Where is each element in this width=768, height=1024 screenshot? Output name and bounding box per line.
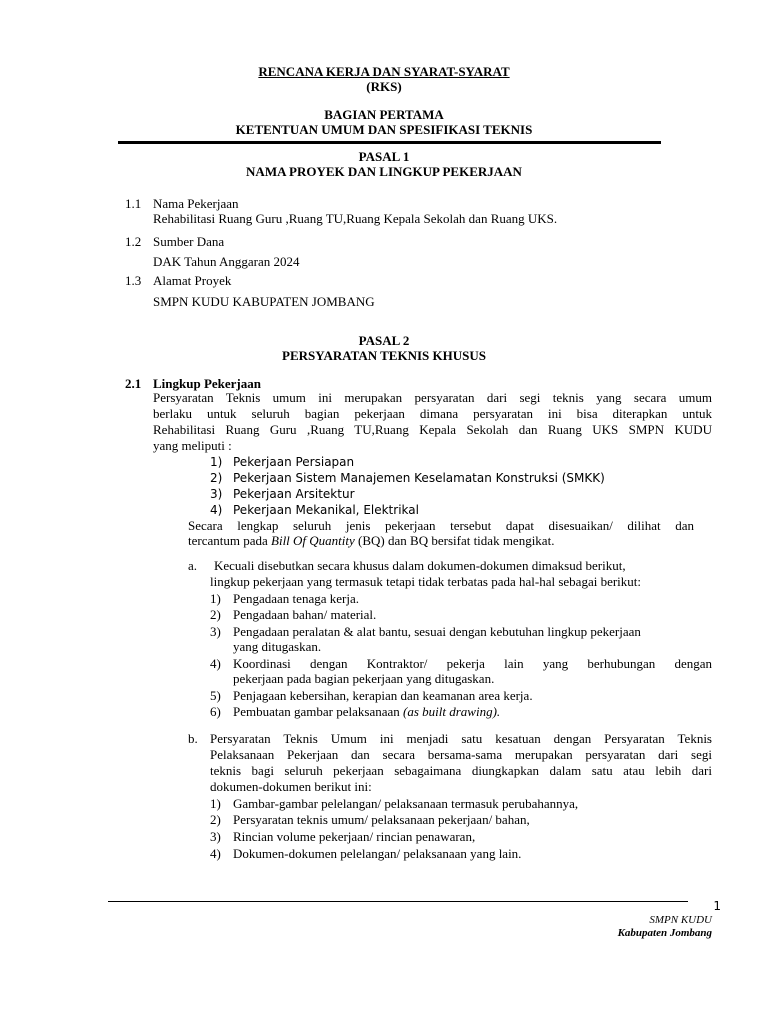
item-label: Nama Pekerjaan — [153, 196, 239, 211]
item-number: 1.3 — [125, 273, 142, 288]
item-label: Sumber Dana — [153, 234, 225, 249]
list-item: Pekerjaan Sistem Manajemen Keselamatan Konstruksi (SMKK) — [233, 471, 605, 485]
list-number: 1) — [210, 796, 221, 811]
list-number: 2) — [210, 471, 223, 485]
list-item: Persyaratan teknis umum/ pelaksanaan pekerjaan/ bahan, — [233, 812, 530, 827]
document-title: RENCANA KERJA DAN SYARAT-SYARAT — [258, 64, 510, 79]
footer-school: SMPN KUDU — [649, 914, 712, 926]
paragraph-line: Persyaratan Teknis Umum ini menjadi satu kesatuan dengan Persyaratan Teknis — [210, 731, 712, 746]
paragraph-line: berlaku untuk seluruh bagian pekerjaan dimana persyaratan ini bisa diterapkan untuk — [153, 406, 712, 421]
item-value: SMPN KUDU KABUPATEN JOMBANG — [153, 294, 375, 309]
list-item: Koordinasi dengan Kontraktor/ pekerja lain yang berhubungan dengan — [233, 656, 712, 671]
paragraph-line: dokumen-dokumen berikut ini: — [210, 779, 372, 794]
section-subtitle: KETENTUAN UMUM DAN SPESIFIKASI TEKNIS — [235, 122, 533, 137]
list-number: 3) — [210, 624, 221, 639]
list-item: Dokumen-dokumen pelelangan/ pelaksanaan yang lain. — [233, 846, 522, 861]
list-item: Pekerjaan Mekanikal, Elektrikal — [233, 503, 419, 517]
paragraph-line: Kecuali disebutkan secara khusus dalam dokumen-dokumen dimaksud berikut, — [214, 558, 626, 573]
list-item: Penjagaan kebersihan, kerapian dan keamanan area kerja. — [233, 688, 533, 703]
document-subtitle: (RKS) — [366, 79, 402, 94]
footer-divider — [108, 901, 688, 902]
paragraph-line: Persyaratan Teknis umum ini merupakan persyaratan dari segi teknis yang secara umum — [153, 390, 712, 405]
header-divider — [118, 141, 661, 144]
list-item: Pengadaan peralatan & alat bantu, sesuai dengan kebutuhan lingkup pekerjaan — [233, 624, 641, 639]
paragraph-line: Secara lengkap seluruh jenis pekerjaan tersebut dapat disesuaikan/ dilihat dan — [188, 518, 694, 533]
pasal2-number: PASAL 2 — [358, 333, 410, 348]
list-letter: a. — [188, 558, 198, 573]
pasal1-number: PASAL 1 — [358, 149, 410, 164]
list-number: 1) — [210, 455, 223, 469]
list-number: 1) — [210, 591, 221, 606]
pasal1-title: NAMA PROYEK DAN LINGKUP PEKERJAAN — [246, 164, 522, 179]
list-item: Pengadaan tenaga kerja. — [233, 591, 359, 606]
list-number: 4) — [210, 503, 223, 517]
list-item: Rincian volume pekerjaan/ rincian penawaran, — [233, 829, 476, 844]
list-letter: b. — [188, 731, 198, 746]
list-number: 2) — [210, 812, 221, 827]
list-number: 5) — [210, 688, 221, 703]
list-item: Pekerjaan Persiapan — [233, 455, 355, 469]
paragraph-line: tercantum pada Bill Of Quantity (BQ) dan BQ bersifat tidak mengikat. — [188, 533, 555, 548]
item-number: 1.2 — [125, 234, 142, 249]
list-item-continuation: yang ditugaskan. — [233, 639, 322, 654]
item-value: DAK Tahun Anggaran 2024 — [153, 254, 300, 269]
item-value: Rehabilitasi Ruang Guru ,Ruang TU,Ruang Kepala Sekolah dan Ruang UKS. — [153, 211, 558, 226]
subsection-number: 2.1 — [125, 376, 142, 391]
list-item: Pembuatan gambar pelaksanaan (as built drawing). — [233, 704, 501, 719]
list-number: 2) — [210, 607, 221, 622]
paragraph-line: teknis bagi seluruh pekerjaan sebagaimana diungkapkan dalam satu atau lebih dari — [210, 763, 712, 778]
list-number: 3) — [210, 829, 221, 844]
list-item: Pengadaan bahan/ material. — [233, 607, 377, 622]
paragraph-line: lingkup pekerjaan yang termasuk tetapi tidak terbatas pada hal-hal sebagai berikut: — [210, 574, 642, 589]
page-number: 1 — [713, 899, 721, 913]
list-item: Gambar-gambar pelelangan/ pelaksanaan termasuk perubahannya, — [233, 796, 579, 811]
list-item-continuation: pekerjaan pada bagian pekerjaan yang ditugaskan. — [233, 671, 495, 686]
list-number: 4) — [210, 846, 221, 861]
subsection-title: Lingkup Pekerjaan — [153, 376, 261, 391]
paragraph-line: Rehabilitasi Ruang Guru ,Ruang TU,Ruang Kepala Sekolah dan Ruang UKS SMPN KUDU — [153, 422, 712, 437]
list-number: 4) — [210, 656, 221, 671]
item-number: 1.1 — [125, 196, 142, 211]
section-title: BAGIAN PERTAMA — [324, 107, 444, 122]
item-label: Alamat Proyek — [153, 273, 232, 288]
list-number: 3) — [210, 487, 223, 501]
list-item: Pekerjaan Arsitektur — [233, 487, 355, 501]
footer-region: Kabupaten Jombang — [617, 927, 712, 939]
list-number: 6) — [210, 704, 221, 719]
paragraph-line: yang meliputi : — [153, 438, 232, 453]
paragraph-line: Pelaksanaan Pekerjaan dan secara bersama-sama merupakan persyaratan dari segi — [210, 747, 712, 762]
pasal2-title: PERSYARATAN TEKNIS KHUSUS — [282, 348, 486, 363]
